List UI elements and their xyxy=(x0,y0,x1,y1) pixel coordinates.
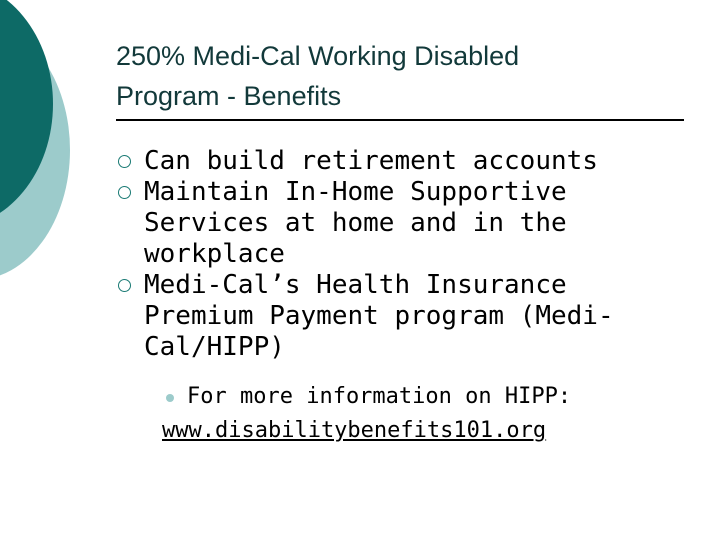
bullet-list xyxy=(118,146,678,363)
title-divider xyxy=(116,119,684,121)
hollow-circle-bullet-icon xyxy=(118,155,131,168)
slide-title-line-1: 250% Medi-Cal Working Disabled xyxy=(116,41,520,71)
sub-bullet-hipp-info xyxy=(163,380,571,414)
bullet-text: Can build retirement accounts xyxy=(144,146,598,176)
sub-bullet-text: For more information on HIPP: xyxy=(187,384,572,409)
filled-dot-bullet-icon xyxy=(166,394,174,402)
bullet-item-hipp xyxy=(118,270,678,363)
hollow-circle-bullet-icon xyxy=(118,279,131,292)
bullet-text: Medi-Cal’s Health Insurance Premium Payment program (Medi-Cal/HIPP) xyxy=(144,270,614,362)
disabilitybenefits-link[interactable]: www.disabilitybenefits101.org xyxy=(162,418,547,443)
bullet-text: Maintain In-Home Supportive Services at home and in the workplace xyxy=(144,177,567,269)
slide-title-line-2: Program - Benefits xyxy=(116,81,342,111)
bullet-item-ihss xyxy=(118,177,678,270)
slide-title xyxy=(116,36,676,116)
bullet-item-retirement xyxy=(118,146,678,177)
hollow-circle-bullet-icon xyxy=(118,186,131,199)
